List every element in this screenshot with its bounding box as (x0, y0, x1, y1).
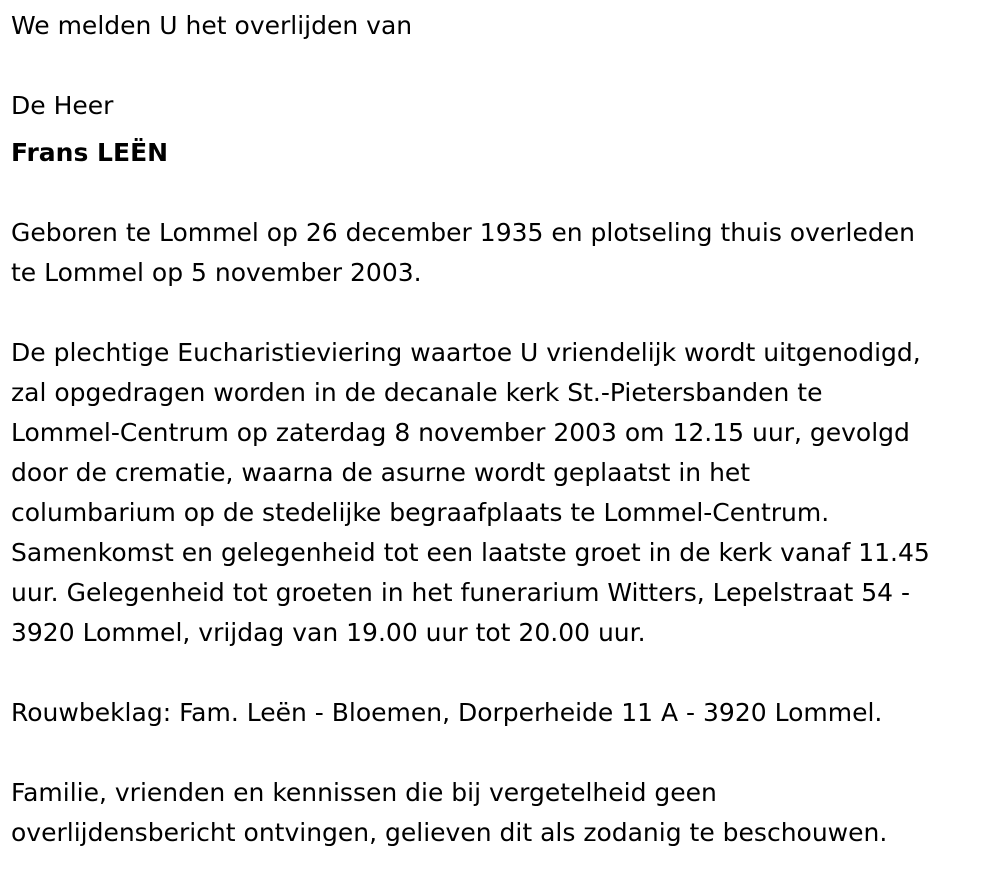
spacer (11, 46, 991, 86)
paragraph-line: De plechtige Eucharistieviering waartoe U vriendelijk wordt uitgenodigd, (11, 338, 921, 367)
paragraph-line: columbarium op de stedelijke begraafplaats te Lommel-Centrum. (11, 498, 830, 527)
deceased-name: Frans LEËN (11, 138, 169, 167)
spacer (11, 173, 991, 213)
paragraph-line: zal opgedragen worden in de decanale kerk St.-Pietersbanden te (11, 378, 823, 407)
intro-text: We melden U het overlijden van (11, 11, 413, 40)
paragraph-line: Familie, vrienden en kennissen die bij vergetelheid geen (11, 778, 717, 807)
spacer (11, 293, 991, 333)
death-notice (11, 6, 991, 853)
salutation: De Heer (11, 91, 114, 120)
spacer (11, 733, 991, 773)
paragraph-line: Lommel-Centrum op zaterdag 8 november 2003 om 12.15 uur, gevolgd (11, 418, 910, 447)
paragraph-line: overlijdensbericht ontvingen, gelieven dit als zodanig te beschouwen. (11, 818, 888, 847)
paragraph-line: te Lommel op 5 november 2003. (11, 258, 422, 287)
spacer (11, 653, 991, 693)
paragraph-line: Geboren te Lommel op 26 december 1935 en plotseling thuis overleden (11, 218, 915, 247)
birth-death-paragraph (11, 213, 991, 293)
paragraph-line: 3920 Lommel, vrijdag van 19.00 uur tot 20.00 uur. (11, 618, 646, 647)
paragraph-line: Samenkomst en gelegenheid tot een laatste groet in de kerk vanaf 11.45 (11, 538, 930, 567)
ceremony-paragraph (11, 333, 991, 653)
closing-paragraph (11, 773, 991, 853)
condolence-address: Rouwbeklag: Fam. Leën - Bloemen, Dorperheide 11 A - 3920 Lommel. (11, 698, 883, 727)
paragraph-line: uur. Gelegenheid tot groeten in het funerarium Witters, Lepelstraat 54 - (11, 578, 911, 607)
paragraph-line: door de crematie, waarna de asurne wordt geplaatst in het (11, 458, 751, 487)
